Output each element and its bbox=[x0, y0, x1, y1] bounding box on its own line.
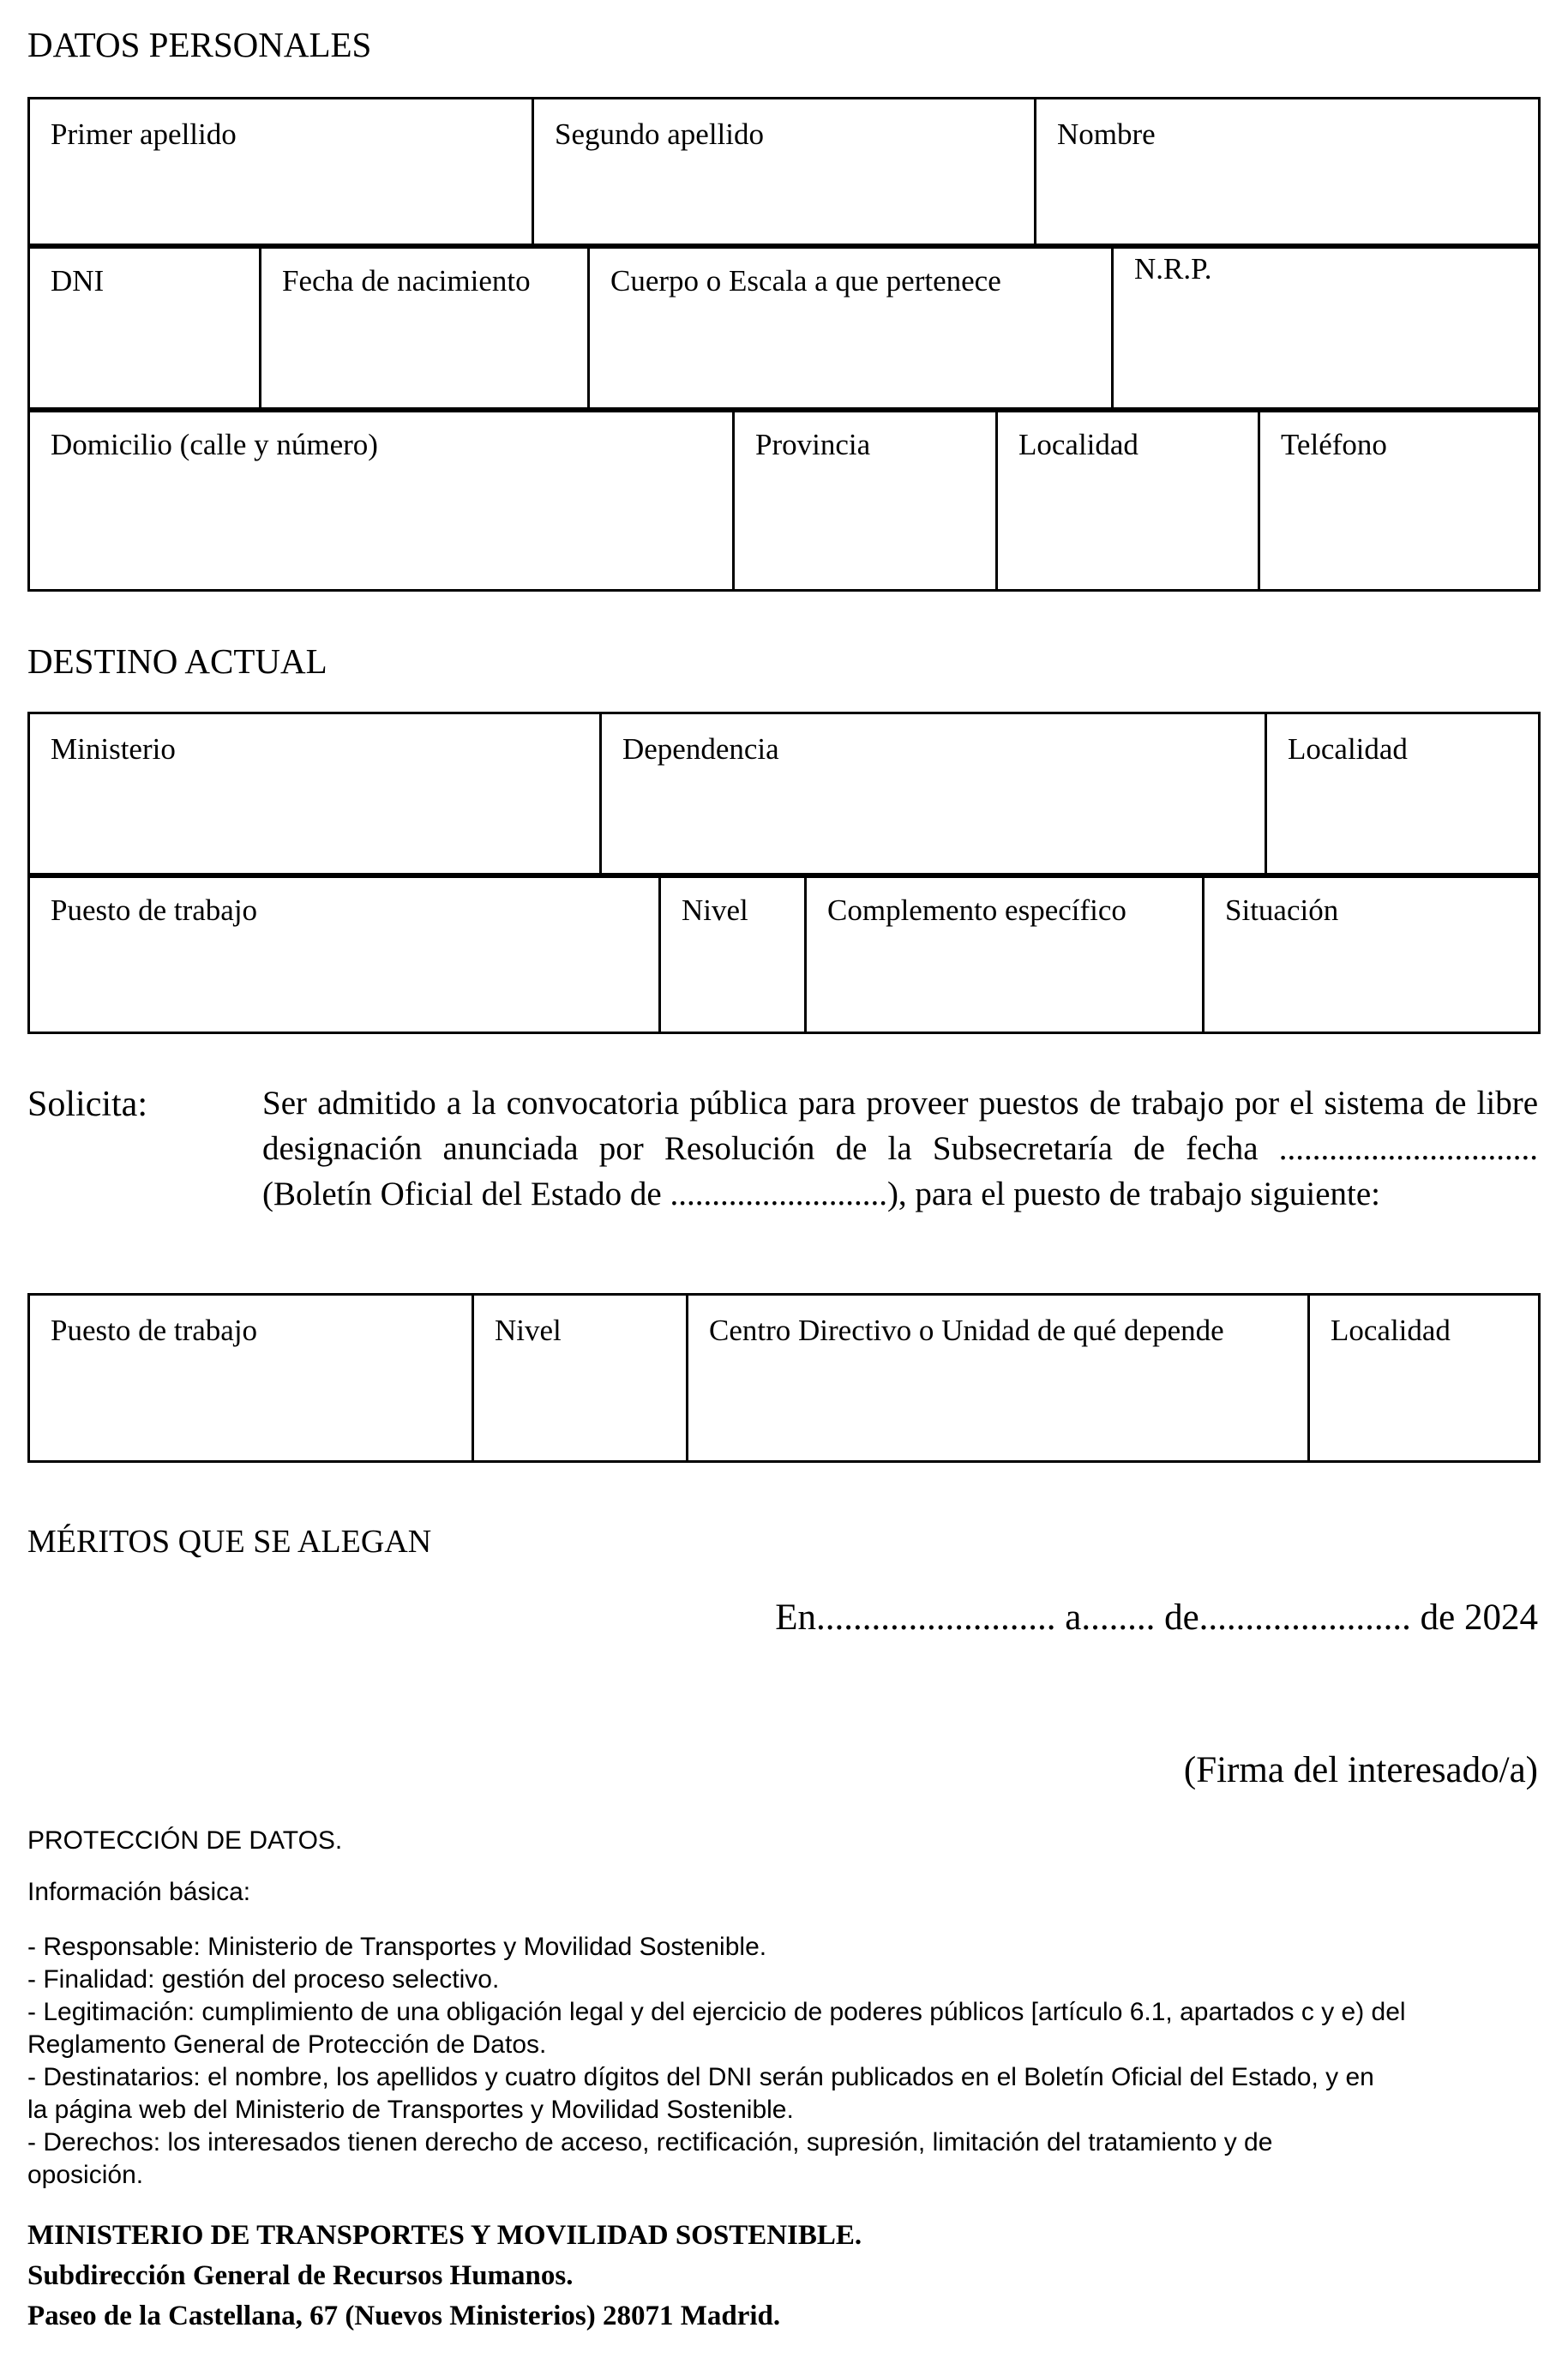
table-datos-personales-row-3 bbox=[27, 407, 1541, 592]
field-nivel-actual[interactable] bbox=[660, 875, 806, 1033]
field-label: Localidad bbox=[1288, 732, 1408, 766]
field-label: N.R.P. bbox=[1134, 252, 1212, 286]
field-label: Segundo apellido bbox=[555, 117, 764, 151]
proteccion-datos-item: - Destinatarios: el nombre, los apellidos y cuatro dígitos del DNI serán publicados en el Boletín Oficial del Estado, y en bbox=[27, 2063, 1374, 2091]
solicita-line: designación anunciada por Resolución de la Subsecretaría de fecha ............................... bbox=[262, 1130, 1538, 1167]
field-label: Nombre bbox=[1057, 117, 1156, 151]
field-nombre[interactable] bbox=[1036, 99, 1540, 248]
field-localidad-solicitada[interactable] bbox=[1309, 1295, 1540, 1462]
proteccion-datos-item: - Legitimación: cumplimiento de una obligación legal y del ejercicio de poderes públicos [artículo 6.1, apartados c y e) del bbox=[27, 1998, 1406, 2026]
field-label: DNI bbox=[51, 264, 105, 298]
field-label: Complemento específico bbox=[827, 893, 1126, 927]
field-label: Provincia bbox=[755, 428, 871, 461]
field-label: Fecha de nacimiento bbox=[282, 264, 531, 298]
field-dependencia[interactable] bbox=[601, 713, 1266, 877]
field-label: Dependencia bbox=[622, 732, 779, 766]
field-label: Nivel bbox=[682, 893, 748, 927]
field-label: Ministerio bbox=[51, 732, 176, 766]
field-label: Localidad bbox=[1331, 1314, 1451, 1347]
table-datos-personales-row-2 bbox=[27, 244, 1541, 412]
footer-address bbox=[27, 2216, 862, 2337]
solicita-line: Ser admitido a la convocatoria pública para proveer puestos de trabajo por el sistema de libre bbox=[262, 1085, 1538, 1122]
table-destino-actual-row-1 bbox=[27, 712, 1541, 878]
field-provincia[interactable] bbox=[734, 409, 997, 591]
field-telefono[interactable] bbox=[1259, 409, 1540, 591]
section-title-datos-personales: DATOS PERSONALES bbox=[27, 25, 372, 64]
field-label: Centro Directivo o Unidad de qué depende bbox=[709, 1314, 1224, 1347]
field-domicilio[interactable] bbox=[29, 409, 734, 591]
field-complemento-especifico[interactable] bbox=[806, 875, 1204, 1033]
field-localidad-destino[interactable] bbox=[1266, 713, 1540, 877]
field-cuerpo-escala[interactable] bbox=[589, 245, 1113, 412]
footer-line-subdireccion: Subdirección General de Recursos Humanos. bbox=[27, 2260, 574, 2291]
field-centro-directivo[interactable] bbox=[688, 1295, 1309, 1462]
footer-line-direccion: Paseo de la Castellana, 67 (Nuevos Ministerios) 28071 Madrid. bbox=[27, 2301, 781, 2331]
proteccion-datos-item: Reglamento General de Protección de Datos. bbox=[27, 2030, 547, 2059]
field-puesto-trabajo-actual[interactable] bbox=[29, 875, 660, 1033]
field-puesto-trabajo-solicitado[interactable] bbox=[29, 1295, 473, 1462]
field-label: Domicilio (calle y número) bbox=[51, 428, 378, 461]
section-title-destino-actual: DESTINO ACTUAL bbox=[27, 641, 327, 681]
footer-line-ministerio: MINISTERIO DE TRANSPORTES Y MOVILIDAD SOSTENIBLE. bbox=[27, 2220, 862, 2251]
field-label: Puesto de trabajo bbox=[51, 893, 258, 927]
field-segundo-apellido[interactable] bbox=[533, 99, 1036, 248]
proteccion-datos-subtitle: Información básica: bbox=[27, 1878, 251, 1906]
field-situacion[interactable] bbox=[1204, 875, 1540, 1033]
solicita-line: (Boletín Oficial del Estado de ..........................), para el puesto de trabajo siguiente: bbox=[262, 1176, 1380, 1212]
field-label: Nivel bbox=[495, 1314, 562, 1347]
field-primer-apellido[interactable] bbox=[29, 99, 533, 248]
proteccion-datos-item: - Responsable: Ministerio de Transportes y Movilidad Sostenible. bbox=[27, 1933, 767, 1961]
solicita-text bbox=[262, 1080, 1538, 1217]
field-label: Puesto de trabajo bbox=[51, 1314, 258, 1347]
field-label: Localidad bbox=[1018, 428, 1138, 461]
proteccion-datos-item: - Derechos: los interesados tienen derecho de acceso, rectificación, supresión, limitación del tratamiento y de bbox=[27, 2128, 1273, 2156]
proteccion-datos-item: - Finalidad: gestión del proceso selectivo. bbox=[27, 1965, 500, 1994]
table-destino-actual-row-2 bbox=[27, 873, 1541, 1034]
proteccion-datos-title: PROTECCIÓN DE DATOS. bbox=[27, 1826, 343, 1855]
fecha-line: En.......................... a........ de....................... de 2024 bbox=[775, 1597, 1538, 1638]
field-label: Primer apellido bbox=[51, 117, 237, 151]
table-puesto-solicitado bbox=[27, 1293, 1541, 1463]
solicita-label: Solicita: bbox=[27, 1085, 147, 1124]
table-datos-personales-row-1 bbox=[27, 97, 1541, 249]
proteccion-datos-list bbox=[27, 1931, 1553, 2192]
field-localidad[interactable] bbox=[997, 409, 1259, 591]
field-label: Teléfono bbox=[1281, 428, 1387, 461]
field-label: Cuerpo o Escala a que pertenece bbox=[610, 264, 1001, 298]
firma-label: (Firma del interesado/a) bbox=[1183, 1750, 1538, 1790]
field-ministerio[interactable] bbox=[29, 713, 601, 877]
field-dni[interactable] bbox=[29, 245, 261, 412]
proteccion-datos-item: la página web del Ministerio de Transportes y Movilidad Sostenible. bbox=[27, 2096, 794, 2124]
proteccion-datos-item: oposición. bbox=[27, 2161, 144, 2189]
section-title-meritos: MÉRITOS QUE SE ALEGAN bbox=[27, 1524, 432, 1560]
field-label: Situación bbox=[1225, 893, 1339, 927]
field-nivel-solicitado[interactable] bbox=[473, 1295, 688, 1462]
field-nrp[interactable] bbox=[1113, 245, 1540, 412]
field-fecha-nacimiento[interactable] bbox=[261, 245, 589, 412]
